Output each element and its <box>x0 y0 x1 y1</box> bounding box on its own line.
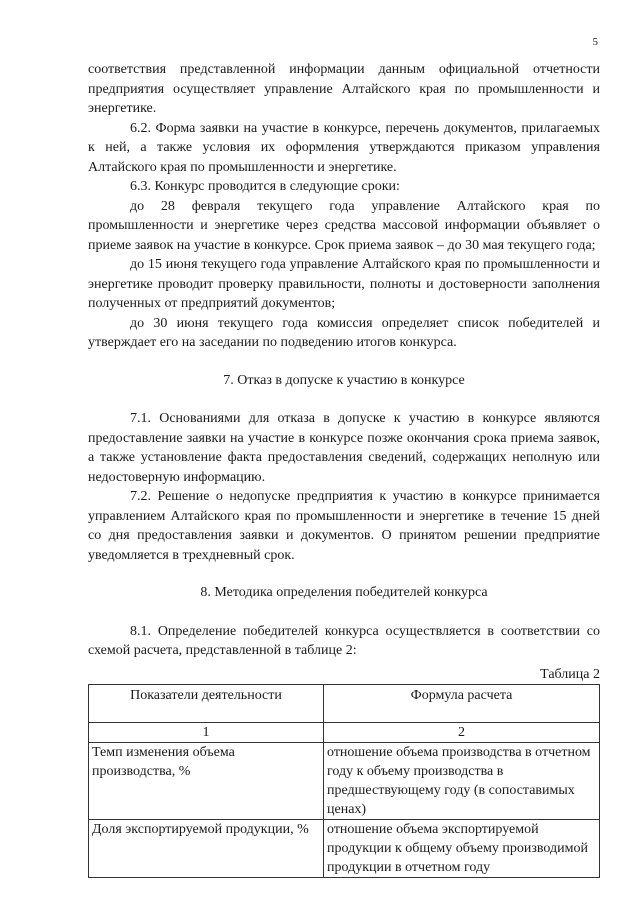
paragraph-deadline-february: до 28 февраля текущего года управление Алтайского края по промышленности и энергетике через средства массовой информации объявляет о приеме заявок на участие в конкурсе. Срок приема заявок – до 30 мая текущего года; <box>88 198 600 253</box>
paragraph-6-3: 6.3. Конкурс проводится в следующие сроки: <box>130 179 400 194</box>
table-column-number: 2 <box>324 722 600 742</box>
table-cell: отношение объема производства в отчетном году к объему производства в предшествующему году (в сопоставимых ценах) <box>324 742 600 819</box>
table-2 <box>88 684 600 878</box>
section-8-heading: 8. Методика определения победителей конкурса <box>200 585 488 600</box>
paragraph-8-1: 8.1. Определение победителей конкурса осуществляется в соответствии со схемой расчета, представленной в таблице 2: <box>88 623 600 658</box>
section-7-heading: 7. Отказ в допуске к участию в конкурсе <box>223 372 465 388</box>
table-cell: отношение объема экспортируемой продукции к общему объему производимой продукции в отчетном году <box>324 819 600 877</box>
table-cell: Доля экспортируемой продукции, % <box>89 819 324 877</box>
page-number: 5 <box>592 36 598 48</box>
table-header-cell: Показатели деятельности <box>89 684 324 722</box>
table-row <box>89 742 600 819</box>
table-column-number: 1 <box>89 722 324 742</box>
document-body <box>88 60 600 878</box>
paragraph-6-1-cont: соответствия представленной информации данным официальной отчетности предприятия осуществляет управление Алтайского края по промышленности и энергетике. <box>88 62 600 116</box>
table-cell: Темп изменения объема производства, % <box>89 742 324 819</box>
table-row <box>89 819 600 877</box>
table-caption: Таблица 2 <box>540 666 600 682</box>
paragraph-deadline-june-15: до 15 июня текущего года управление Алтайского края по промышленности и энергетике проводит проверку правильности, полноты и достоверности заполнения полученных от предприятий документов; <box>88 257 600 311</box>
paragraph-deadline-june-30: до 30 июня текущего года комиссия определяет список победителей и утверждает его на заседании по подведению итогов конкурса. <box>88 315 600 350</box>
table-column-numbers-row <box>89 722 600 742</box>
table-header-cell: Формула расчета <box>324 684 600 722</box>
paragraph-7-2: 7.2. Решение о недопуске предприятия к участию в конкурсе принимается управлением Алтайского края по промышленности и энергетике в течение 15 дней со дня предоставления заявки и документов. О принятом решении предприятие уведомляется в трехдневный срок. <box>88 489 600 563</box>
paragraph-7-1: 7.1. Основаниями для отказа в допуске к участию в конкурсе являются предоставление заявки на участие в конкурсе позже окончания срока приема заявок, а также установление факта предоставления сведений, содержащих неполную или недостоверную информацию. <box>88 411 600 485</box>
table-header-row <box>89 684 600 722</box>
paragraph-6-2: 6.2. Форма заявки на участие в конкурсе, перечень документов, прилагаемых к ней, а также условия их оформления утверждаются приказом управления Алтайского края по промышленности и энергетике. <box>88 120 600 175</box>
